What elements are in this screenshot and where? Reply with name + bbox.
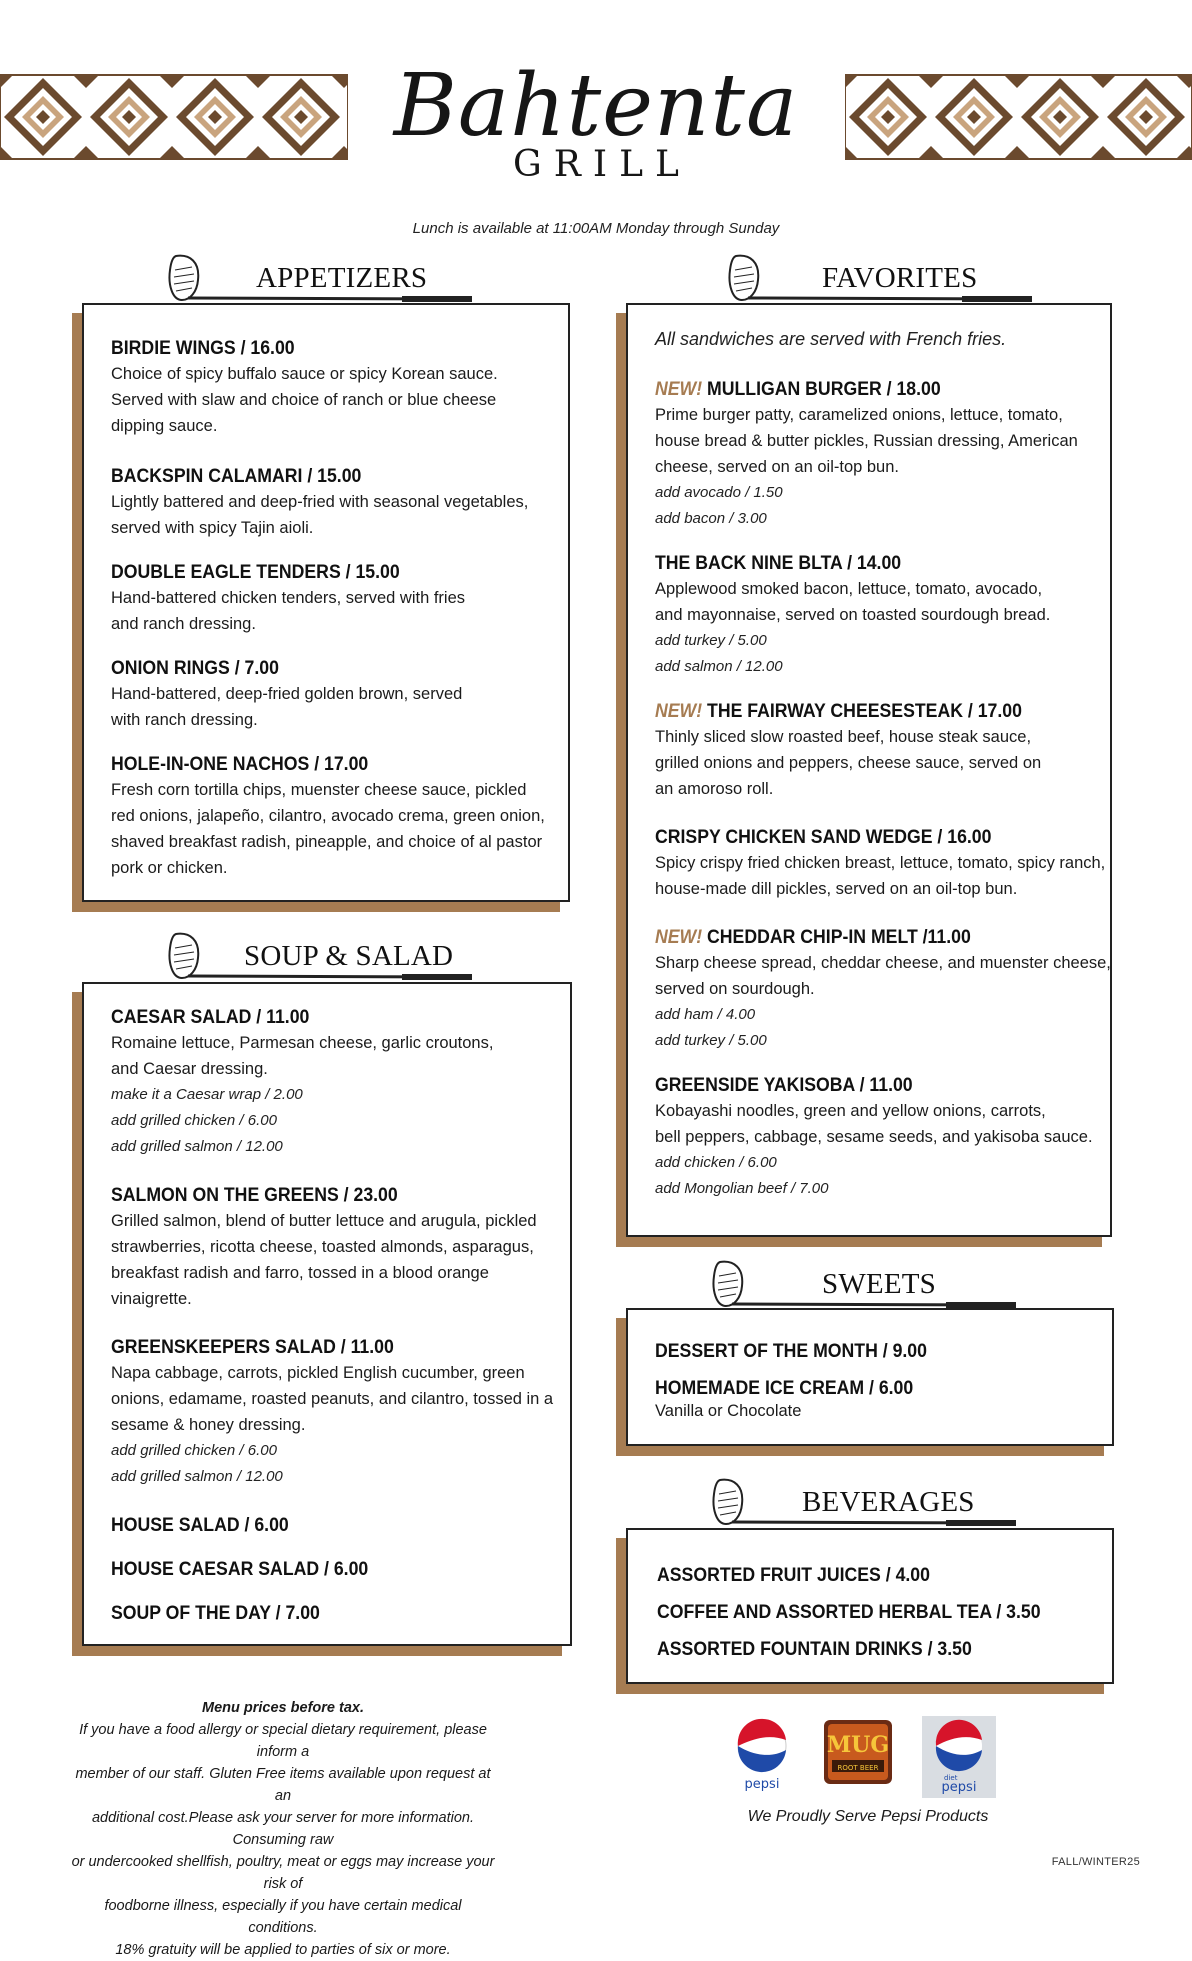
item-description: Thinly sliced slow roasted beef, house steak sauce, grilled onions and peppers, cheese sauce, served on an amoroso roll.	[655, 728, 1042, 798]
item-addons: add avocado / 1.50 add bacon / 3.00	[655, 484, 783, 527]
item-name: HOUSE SALAD / 6.00	[111, 1515, 289, 1536]
disclaimer-line: additional cost.Please ask your server for more information. Consuming raw	[91, 1810, 474, 1848]
item-name: NEW! CHEDDAR CHIP-IN MELT /11.00	[655, 927, 971, 948]
disclaimer-line: If you have a food allergy or special dietary requirement, please inform a	[79, 1722, 487, 1760]
menu-item	[655, 926, 1111, 1054]
svg-text:pepsi: pepsi	[744, 1777, 780, 1792]
item-name: GREENSKEEPERS SALAD / 11.00	[111, 1337, 394, 1358]
menu-item	[111, 1184, 546, 1312]
disclaimer-line: 18% gratuity will be applied to parties of six or more.	[115, 1942, 451, 1958]
item-name: BACKSPIN CALAMARI / 15.00	[111, 466, 362, 487]
beverages-panel	[626, 1528, 1114, 1684]
appetizers-header	[166, 254, 496, 310]
item-name: BIRDIE WINGS / 16.00	[111, 338, 295, 359]
sweets-title: SWEETS	[822, 1268, 936, 1300]
item-description: Choice of spicy buffalo sauce or spicy Korean sauce. Served with slaw and choice of ranch or blue cheese dipping sauce.	[111, 365, 498, 435]
soup-salad-panel	[82, 982, 572, 1646]
item-name: SALMON ON THE GREENS / 23.00	[111, 1185, 398, 1206]
new-badge: NEW!	[655, 701, 703, 722]
menu-item	[111, 753, 544, 881]
item-description: Applewood smoked bacon, lettuce, tomato, avocado, and mayonnaise, served on toasted sourdough bread.	[655, 580, 1051, 624]
item-name: HOUSE CAESAR SALAD / 6.00	[111, 1559, 369, 1580]
new-badge: NEW!	[655, 379, 703, 400]
favorites-panel	[626, 303, 1112, 1237]
menu-item	[111, 561, 544, 637]
appetizers-title: APPETIZERS	[256, 262, 428, 294]
item-name: DOUBLE EAGLE TENDERS / 15.00	[111, 562, 400, 583]
svg-text:MUG: MUG	[826, 1732, 890, 1758]
item-name: SOUP OF THE DAY / 7.00	[111, 1603, 320, 1624]
appetizers-panel	[82, 303, 570, 902]
svg-text:pepsi: pepsi	[941, 1780, 977, 1795]
item-name: COFFEE AND ASSORTED HERBAL TEA / 3.50	[657, 1602, 1041, 1623]
beverages-header	[710, 1478, 1030, 1534]
menu-item	[111, 465, 544, 541]
item-description: Hand-battered, deep-fried golden brown, served with ranch dressing.	[111, 685, 463, 729]
item-addons: add grilled chicken / 6.00 add grilled salmon / 12.00	[111, 1442, 283, 1485]
item-addons: add turkey / 5.00 add salmon / 12.00	[655, 632, 783, 675]
menu-item	[111, 1336, 554, 1490]
menu-item	[111, 337, 544, 439]
menu-item	[111, 1006, 546, 1160]
sweets-panel	[626, 1308, 1114, 1446]
restaurant-logo	[380, 58, 812, 185]
item-description: Sharp cheese spread, cheddar cheese, and muenster cheese, served on sourdough.	[655, 954, 1111, 998]
disclaimer-line: member of our staff. Gluten Free items available upon request at an	[75, 1766, 491, 1804]
item-addons: add ham / 4.00 add turkey / 5.00	[655, 1006, 767, 1049]
menu-item	[111, 657, 544, 733]
menu-item	[655, 552, 1090, 680]
item-name: ONION RINGS / 7.00	[111, 658, 279, 679]
item-addons: add chicken / 6.00 add Mongolian beef / 7.00	[655, 1154, 829, 1197]
item-name: ASSORTED FRUIT JUICES / 4.00	[657, 1565, 930, 1586]
item-name: THE BACK NINE BLTA / 14.00	[655, 553, 902, 574]
diet-pepsi-logo-icon	[922, 1716, 996, 1798]
item-description: Grilled salmon, blend of butter lettuce and arugula, pickled strawberries, ricotta cheese, toasted almonds, asparagus, breakfast radish and farro, tossed in a blood orange vinaigrette.	[111, 1212, 537, 1308]
item-name: HOLE-IN-ONE NACHOS / 17.00	[111, 754, 369, 775]
soup-salad-header	[166, 932, 496, 988]
menu-item	[655, 1074, 1093, 1202]
item-name: NEW! THE FAIRWAY CHEESESTEAK / 17.00	[655, 701, 1022, 722]
menu-item	[655, 826, 1106, 902]
disclaimer-line: foodborne illness, especially if you have certain medical conditions.	[104, 1898, 462, 1936]
item-description: Prime burger patty, caramelized onions, lettuce, tomato, house bread & butter pickles, Russian dressing, American cheese, served on an oil-top bun.	[655, 406, 1078, 476]
soup-salad-title: SOUP & SALAD	[244, 940, 454, 972]
pepsi-products-logos	[736, 1716, 998, 1800]
item-description: Vanilla or Chocolate	[655, 1402, 802, 1420]
item-description: Kobayashi noodles, green and yellow onions, carrots, bell peppers, cabbage, sesame seeds, and yakisoba sauce.	[655, 1102, 1093, 1146]
item-name: NEW! MULLIGAN BURGER / 18.00	[655, 379, 941, 400]
item-name: CAESAR SALAD / 11.00	[111, 1007, 310, 1028]
disclaimer-heading: Menu prices before tax.	[202, 1700, 364, 1716]
item-description: Napa cabbage, carrots, pickled English cucumber, green onions, edamame, roasted peanuts, and cilantro, tossed in a sesame & honey dressing.	[111, 1364, 554, 1434]
favorites-header	[726, 254, 1056, 310]
svg-text:ROOT BEER: ROOT BEER	[837, 1764, 879, 1772]
season-label: FALL/WINTER25	[1051, 1856, 1140, 1868]
item-description: Lightly battered and deep-fried with seasonal vegetables, served with spicy Tajin aioli.	[111, 493, 529, 537]
logo-script-name: Bahtenta	[393, 56, 799, 156]
menu-item	[655, 378, 1090, 532]
disclaimer-line: or undercooked shellfish, poultry, meat or eggs may increase your risk of	[71, 1854, 495, 1892]
logo-subtitle: GRILL	[513, 144, 691, 185]
favorites-note: All sandwiches are served with French fries.	[655, 329, 1007, 349]
item-name: HOMEMADE ICE CREAM / 6.00	[655, 1378, 914, 1399]
lunch-hours-tagline: Lunch is available at 11:00AM Monday through Sunday	[412, 220, 780, 237]
item-description: Hand-battered chicken tenders, served with fries and ranch dressing.	[111, 589, 466, 633]
svg-text:diet: diet	[944, 1774, 958, 1782]
favorites-title: FAVORITES	[822, 262, 978, 294]
item-description: Fresh corn tortilla chips, muenster cheese sauce, pickled red onions, jalapeño, cilantro, avocado crema, green onion, shaved breakfast radish, pineapple, and choice of al pastor pork or chicken.	[111, 781, 545, 877]
item-name: ASSORTED FOUNTAIN DRINKS / 3.50	[657, 1639, 972, 1660]
item-description: Romaine lettuce, Parmesan cheese, garlic croutons, and Caesar dressing.	[111, 1034, 494, 1078]
item-addons: make it a Caesar wrap / 2.00 add grilled chicken / 6.00 add grilled salmon / 12.00	[111, 1086, 303, 1155]
menu-disclaimer	[68, 1697, 498, 1961]
pepsi-tagline: We Proudly Serve Pepsi Products	[747, 1808, 989, 1825]
mug-root-beer-logo-icon	[824, 1720, 892, 1784]
item-name: GREENSIDE YAKISOBA / 11.00	[655, 1075, 913, 1096]
beverages-title: BEVERAGES	[802, 1486, 975, 1518]
menu-item	[655, 700, 1090, 802]
item-description: Spicy crispy fried chicken breast, lettuce, tomato, spicy ranch, house-made dill pickles, served on an oil-top bun.	[655, 854, 1106, 898]
item-name: CRISPY CHICKEN SAND WEDGE / 16.00	[655, 827, 992, 848]
pepsi-logo-icon	[738, 1719, 786, 1792]
item-name: DESSERT OF THE MONTH / 9.00	[655, 1341, 927, 1362]
southwest-pattern-band-right	[845, 74, 1192, 160]
new-badge: NEW!	[655, 927, 703, 948]
southwest-pattern-band-left	[0, 74, 348, 160]
